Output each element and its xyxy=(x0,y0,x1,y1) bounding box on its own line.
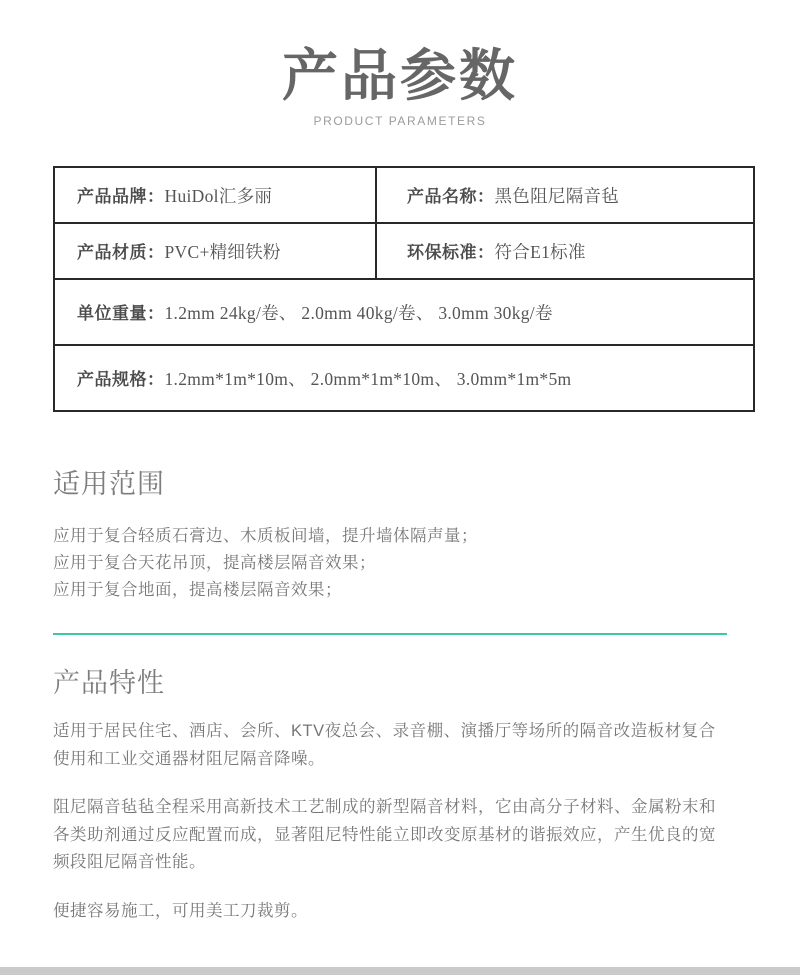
spec-cell-brand xyxy=(54,167,376,223)
features-paragraph: 适用于居民住宅、酒店、会所、KTV夜总会、录音棚、演播厅等场所的隔音改造板材复合使用和工业交通器材阻尼隔音降噪。 xyxy=(53,722,716,768)
features-heading: 产品特性 xyxy=(53,668,165,699)
scope-heading: 适用范围 xyxy=(53,469,165,500)
section-product-features xyxy=(0,661,800,925)
spec-cell-dimensions xyxy=(54,345,754,411)
table-row xyxy=(54,279,754,345)
spec-label: 产品品牌： xyxy=(77,187,165,207)
spec-label: 单位重量： xyxy=(77,304,165,324)
spec-label: 产品规格： xyxy=(77,370,165,390)
teal-divider xyxy=(53,633,727,635)
table-row xyxy=(54,167,754,223)
scope-line: 应用于复合轻质石膏边、木质板间墙，提升墙体隔声量； xyxy=(53,527,478,546)
page-subtitle: PRODUCT PARAMETERS xyxy=(313,114,487,129)
table-row xyxy=(54,345,754,411)
features-paragraphs xyxy=(53,718,721,925)
spec-value: 1.2mm*1m*10m、 2.0mm*1m*10m、 3.0mm*1m*5m xyxy=(164,369,572,390)
spec-label: 产品名称： xyxy=(407,187,495,207)
scope-lines xyxy=(53,523,800,604)
page-header xyxy=(0,0,800,128)
spec-value: PVC+精细铁粉 xyxy=(164,242,281,263)
features-paragraph: 便捷容易施工，可用美工刀裁剪。 xyxy=(53,901,308,920)
spec-cell-unit-weight xyxy=(54,279,754,345)
table-row xyxy=(54,223,754,279)
spec-table xyxy=(53,166,755,412)
spec-value: 符合E1标准 xyxy=(494,242,586,263)
spec-cell-material xyxy=(54,223,376,279)
section-application-scope xyxy=(0,462,800,604)
features-paragraph: 阻尼隔音毡毡全程采用高新技术工艺制成的新型隔音材料，它由高分子材料、金属粉末和各类助剂通过反应配置而成，显著阻尼特性能立即改变原基材的谐振效应，产生优良的宽频段阻尼隔音性能。 xyxy=(53,798,716,872)
scope-line: 应用于复合地面，提高楼层隔音效果； xyxy=(53,581,342,600)
spec-cell-product-name xyxy=(376,167,754,223)
spec-value: HuiDol汇多丽 xyxy=(164,186,273,207)
spec-value: 1.2mm 24kg/卷、 2.0mm 40kg/卷、 3.0mm 30kg/卷 xyxy=(164,303,553,324)
spec-label: 产品材质： xyxy=(77,243,165,263)
page-title: 产品参数 xyxy=(282,44,518,107)
spec-cell-eco-standard xyxy=(376,223,754,279)
scope-line: 应用于复合天花吊顶，提高楼层隔音效果； xyxy=(53,554,376,573)
spec-label: 环保标准： xyxy=(407,243,495,263)
spec-value: 黑色阻尼隔音毡 xyxy=(494,186,620,207)
bottom-divider-bar xyxy=(0,967,800,975)
